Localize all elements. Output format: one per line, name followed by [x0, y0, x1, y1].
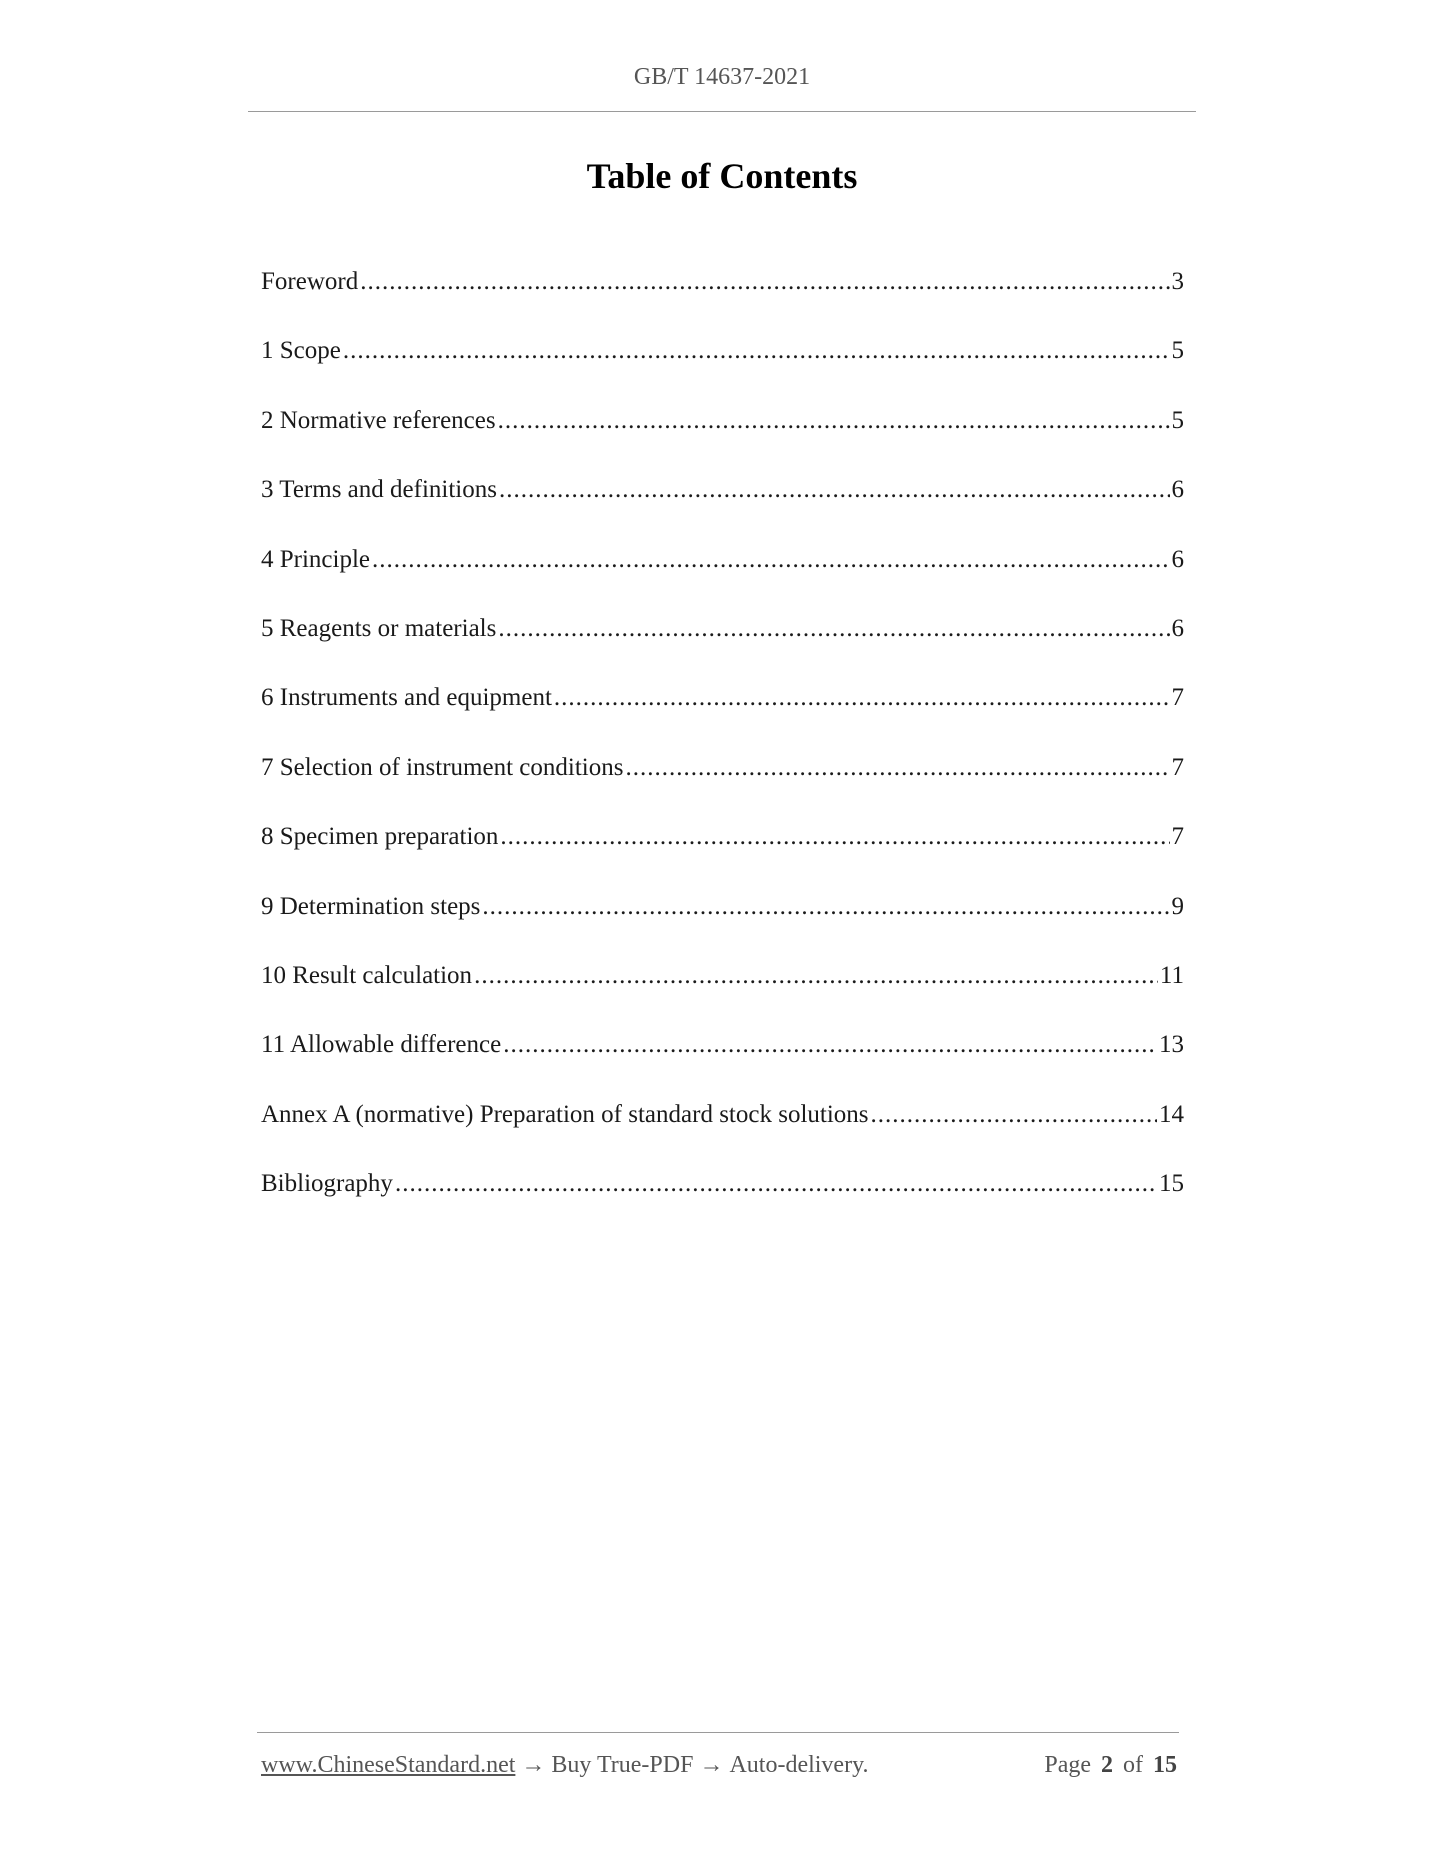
- auto-delivery-text: Auto-delivery.: [729, 1752, 869, 1778]
- toc-entry-page: 6: [1171, 476, 1184, 504]
- toc-dot-leader: [482, 887, 1169, 927]
- toc-entry-label: 10 Result calculation: [261, 961, 473, 989]
- toc-entry-reagents-or-materials[interactable]: [261, 609, 1184, 678]
- toc-entry-label: 5 Reagents or materials: [261, 614, 497, 642]
- toc-entry-result-calculation[interactable]: [261, 956, 1184, 1025]
- toc-list: [261, 262, 1184, 1233]
- toc-entry-label: 7 Selection of instrument conditions: [261, 753, 624, 781]
- toc-entry-annex-a[interactable]: [261, 1095, 1184, 1164]
- header-divider: [248, 111, 1196, 112]
- arrow-right-icon: →: [521, 1752, 546, 1778]
- toc-entry-scope[interactable]: [261, 331, 1184, 400]
- toc-entry-page: 6: [1171, 614, 1184, 642]
- toc-entry-page: 5: [1171, 337, 1184, 365]
- toc-entry-label: 1 Scope: [261, 337, 341, 365]
- toc-dot-leader: [360, 262, 1169, 302]
- toc-dot-leader: [503, 1025, 1157, 1065]
- toc-entry-label: Annex A (normative) Preparation of standard stock solutions: [261, 1100, 869, 1128]
- toc-dot-leader: [625, 748, 1169, 788]
- toc-entry-determination-steps[interactable]: [261, 887, 1184, 956]
- toc-entry-allowable-difference[interactable]: [261, 1025, 1184, 1094]
- current-page-number: 2: [1101, 1752, 1113, 1778]
- toc-dot-leader: [343, 331, 1170, 371]
- toc-entry-page: 3: [1171, 268, 1184, 295]
- toc-title: Table of Contents: [586, 156, 858, 196]
- toc-dot-leader: [871, 1095, 1157, 1135]
- toc-entry-instruments-and-equipment[interactable]: [261, 678, 1184, 747]
- toc-entry-page: 6: [1171, 545, 1184, 573]
- toc-dot-leader: [372, 540, 1169, 580]
- toc-dot-leader: [500, 817, 1169, 857]
- of-word: of: [1123, 1752, 1143, 1778]
- toc-entry-label: Bibliography: [261, 1170, 393, 1198]
- page-header: GB/T 14637-2021: [633, 64, 811, 90]
- toc-dot-leader: [474, 956, 1158, 996]
- site-link[interactable]: www.ChineseStandard.net: [261, 1752, 516, 1778]
- toc-dot-leader: [499, 470, 1170, 510]
- footer-promo: [261, 1750, 869, 1780]
- toc-entry-page: 5: [1171, 406, 1184, 434]
- toc-dot-leader: [554, 678, 1170, 718]
- toc-entry-label: Foreword: [261, 268, 359, 295]
- toc-entry-principle[interactable]: [261, 540, 1184, 609]
- toc-entry-label: 2 Normative references: [261, 406, 496, 434]
- toc-entry-specimen-preparation[interactable]: [261, 817, 1184, 886]
- toc-entry-terms-and-definitions[interactable]: [261, 470, 1184, 539]
- toc-dot-leader: [498, 609, 1169, 649]
- toc-entry-label: 3 Terms and definitions: [261, 476, 497, 504]
- toc-dot-leader: [395, 1164, 1157, 1204]
- toc-entry-label: 6 Instruments and equipment: [261, 684, 552, 712]
- toc-entry-page: 14: [1159, 1100, 1184, 1128]
- toc-entry-label: 8 Specimen preparation: [261, 823, 499, 851]
- buy-true-pdf-text: Buy True-PDF: [551, 1752, 694, 1778]
- toc-entry-label: 9 Determination steps: [261, 892, 481, 920]
- toc-entry-label: 4 Principle: [261, 545, 371, 573]
- arrow-right-icon: →: [699, 1752, 724, 1778]
- toc-entry-page: 13: [1159, 1031, 1184, 1059]
- page-word: Page: [1044, 1752, 1091, 1778]
- toc-dot-leader: [498, 401, 1170, 441]
- page-indicator: [1044, 1750, 1177, 1780]
- toc-entry-normative-references[interactable]: [261, 401, 1184, 470]
- toc-entry-label: 11 Allowable difference: [261, 1031, 502, 1059]
- toc-entry-foreword[interactable]: [261, 262, 1184, 331]
- toc-entry-page: 7: [1171, 823, 1184, 851]
- toc-entry-selection-of-instrument-conditions[interactable]: [261, 748, 1184, 817]
- toc-entry-page: 15: [1159, 1170, 1184, 1198]
- toc-entry-page: 11: [1159, 961, 1184, 989]
- toc-entry-bibliography[interactable]: [261, 1164, 1184, 1233]
- toc-entry-page: 7: [1171, 753, 1184, 781]
- total-pages-number: 15: [1153, 1752, 1177, 1778]
- toc-entry-page: 9: [1171, 892, 1184, 920]
- toc-entry-page: 7: [1171, 684, 1184, 712]
- footer-divider: [257, 1732, 1179, 1733]
